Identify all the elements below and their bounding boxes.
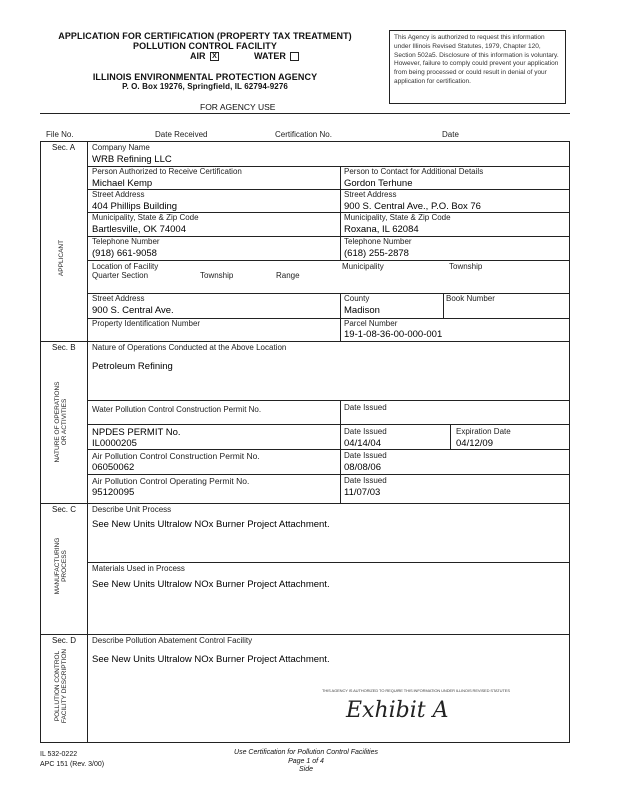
privacy-notice-box [389, 30, 566, 104]
phone2-label: Telephone Number [344, 237, 412, 246]
phone2-value: (618) 255-2878 [344, 248, 409, 259]
materials-label: Materials Used in Process [92, 564, 185, 573]
nature-value: Petroleum Refining [92, 361, 173, 372]
county-label: County [344, 294, 370, 303]
unit-process-value: See New Units Ultralow NOx Burner Project Attachment. [92, 519, 330, 530]
parcel-value: 19-1-08-36-00-000-001 [344, 329, 443, 340]
npdes-date-label: Date Issued [344, 427, 387, 436]
company-name-label: Company Name [92, 143, 150, 152]
air-checkbox[interactable]: X [210, 52, 219, 61]
privacy-notice: This Agency is authorized to request this information under Illinois Revised Statutes, 1979, Chapter 120, Section 502a5. Disclosure of this information is voluntary. However, failure to comply could prevent your application from being processed or could result in denial of your application for certification. [394, 34, 559, 85]
air-construct-label: Air Pollution Control Construction Permit No. [92, 451, 260, 461]
person-contact-label: Person to Contact for Additional Details [344, 167, 484, 176]
npdes-label: NPDES PERMIT No. [92, 427, 181, 438]
parcel-label: Parcel Number [344, 319, 398, 328]
range-label: Range [276, 271, 300, 280]
property-id-label: Property Identification Number [92, 319, 201, 328]
sec-a-label: Sec. A [52, 143, 76, 152]
street1-value: 404 Phillips Building [92, 201, 178, 212]
sec-b-side-label: NATURE OF OPERATIONS OR ACTIVITIES [54, 381, 69, 463]
pollution-describe-value: See New Units Ultralow NOx Burner Project Attachment. [92, 654, 330, 665]
agency-date-label: Date [442, 130, 459, 139]
agency-use-label: FOR AGENCY USE [200, 102, 276, 112]
form-title: APPLICATION FOR CERTIFICATION (PROPERTY TAX TREATMENT) [58, 31, 352, 41]
form-subtitle: POLLUTION CONTROL FACILITY [133, 41, 277, 51]
sec-d-label: Sec. D [52, 636, 77, 645]
agency-address: P. O. Box 19276, Springfield, IL 62794-9276 [122, 82, 288, 91]
expiration-value: 04/12/09 [456, 438, 493, 449]
air-operating-date-label: Date Issued [344, 476, 387, 485]
water-checkbox[interactable] [290, 52, 299, 61]
township2-label: Township [449, 262, 483, 271]
air-construct-value: 06050062 [92, 462, 135, 473]
water-label: WATER [254, 51, 286, 61]
county-value: Madison [344, 305, 380, 316]
pollution-describe-label: Describe Pollution Abatement Control Facility [92, 636, 253, 645]
township-label: Township [200, 271, 234, 280]
form-number: IL 532-0222 [40, 751, 78, 758]
footer-center-line3: Side [298, 766, 313, 773]
agency-name: ILLINOIS ENVIRONMENTAL PROTECTION AGENCY [92, 72, 318, 82]
nature-label: Nature of Operations Conducted at the Above Location [92, 343, 287, 352]
file-no-label: File No. [46, 130, 74, 139]
company-name-value: WRB Refining LLC [92, 154, 172, 165]
street1-label: Street Address [92, 190, 145, 199]
sec-c-label: Sec. C [52, 505, 77, 514]
npdes-date-value: 04/14/04 [344, 438, 381, 449]
air-operating-label: Air Pollution Control Operating Permit No. [92, 476, 250, 486]
unit-process-label: Describe Unit Process [92, 505, 172, 514]
muni1-value: Bartlesville, OK 74004 [92, 224, 186, 235]
air-operating-date-value: 11/07/03 [344, 487, 381, 498]
muni2-value: Roxana, IL 62084 [344, 224, 419, 235]
sec-b-label: Sec. B [52, 343, 76, 352]
phone1-value: (918) 661-9058 [92, 248, 157, 259]
sec-c-side-label: MANUFACTURING PROCESS [54, 537, 69, 595]
npdes-value: IL0000205 [92, 438, 137, 449]
location-label: Location of Facility [92, 262, 159, 271]
street2-value: 900 S. Central Ave., P.O. Box 76 [344, 201, 481, 212]
air-water-line [190, 52, 299, 61]
person-contact-value: Gordon Terhune [344, 178, 413, 189]
muni1-label: Municipality, State & Zip Code [92, 213, 199, 222]
sec-d-side-label: POLLUTION CONTROL FACILITY DESCRIPTION [54, 648, 69, 724]
quarter-section-label: Quarter Section [92, 271, 149, 280]
book-number-label: Book Number [446, 294, 495, 303]
air-construct-date-label: Date Issued [344, 451, 387, 460]
apc-number: APC 151 (Rev. 3/00) [40, 761, 105, 768]
water-permit-label: Water Pollution Control Construction Permit No. [92, 405, 262, 414]
sec-a-side-label: APPLICANT [58, 239, 65, 277]
air-construct-date-value: 08/08/06 [344, 462, 381, 473]
air-operating-value: 95120095 [92, 487, 135, 498]
person-auth-label: Person Authorized to Receive Certification [92, 167, 242, 176]
materials-value: See New Units Ultralow NOx Burner Project Attachment. [92, 579, 330, 590]
certification-no-label: Certification No. [275, 130, 332, 139]
section-footnote: THIS AGENCY IS AUTHORIZED TO REQUIRE THIS INFORMATION UNDER ILLINOIS REVISED STATUTES [322, 688, 510, 693]
street3-label: Street Address [92, 294, 145, 303]
street3-value: 900 S. Central Ave. [92, 305, 174, 316]
phone1-label: Telephone Number [92, 237, 160, 246]
muni2-label: Municipality, State & Zip Code [344, 213, 451, 222]
footer-center-line1: Use Certification for Pollution Control Facilities [234, 749, 378, 756]
person-auth-value: Michael Kemp [92, 178, 153, 189]
air-label: AIR [190, 51, 206, 61]
exhibit-signature: Exhibit A [346, 698, 449, 723]
municipality-label: Municipality [342, 262, 384, 271]
footer-center-line2: Page 1 of 4 [288, 758, 324, 765]
expiration-label: Expiration Date [456, 427, 511, 436]
street2-label: Street Address [344, 190, 397, 199]
water-permit-date-label: Date Issued [344, 403, 387, 412]
date-received-label: Date Received [155, 130, 208, 139]
